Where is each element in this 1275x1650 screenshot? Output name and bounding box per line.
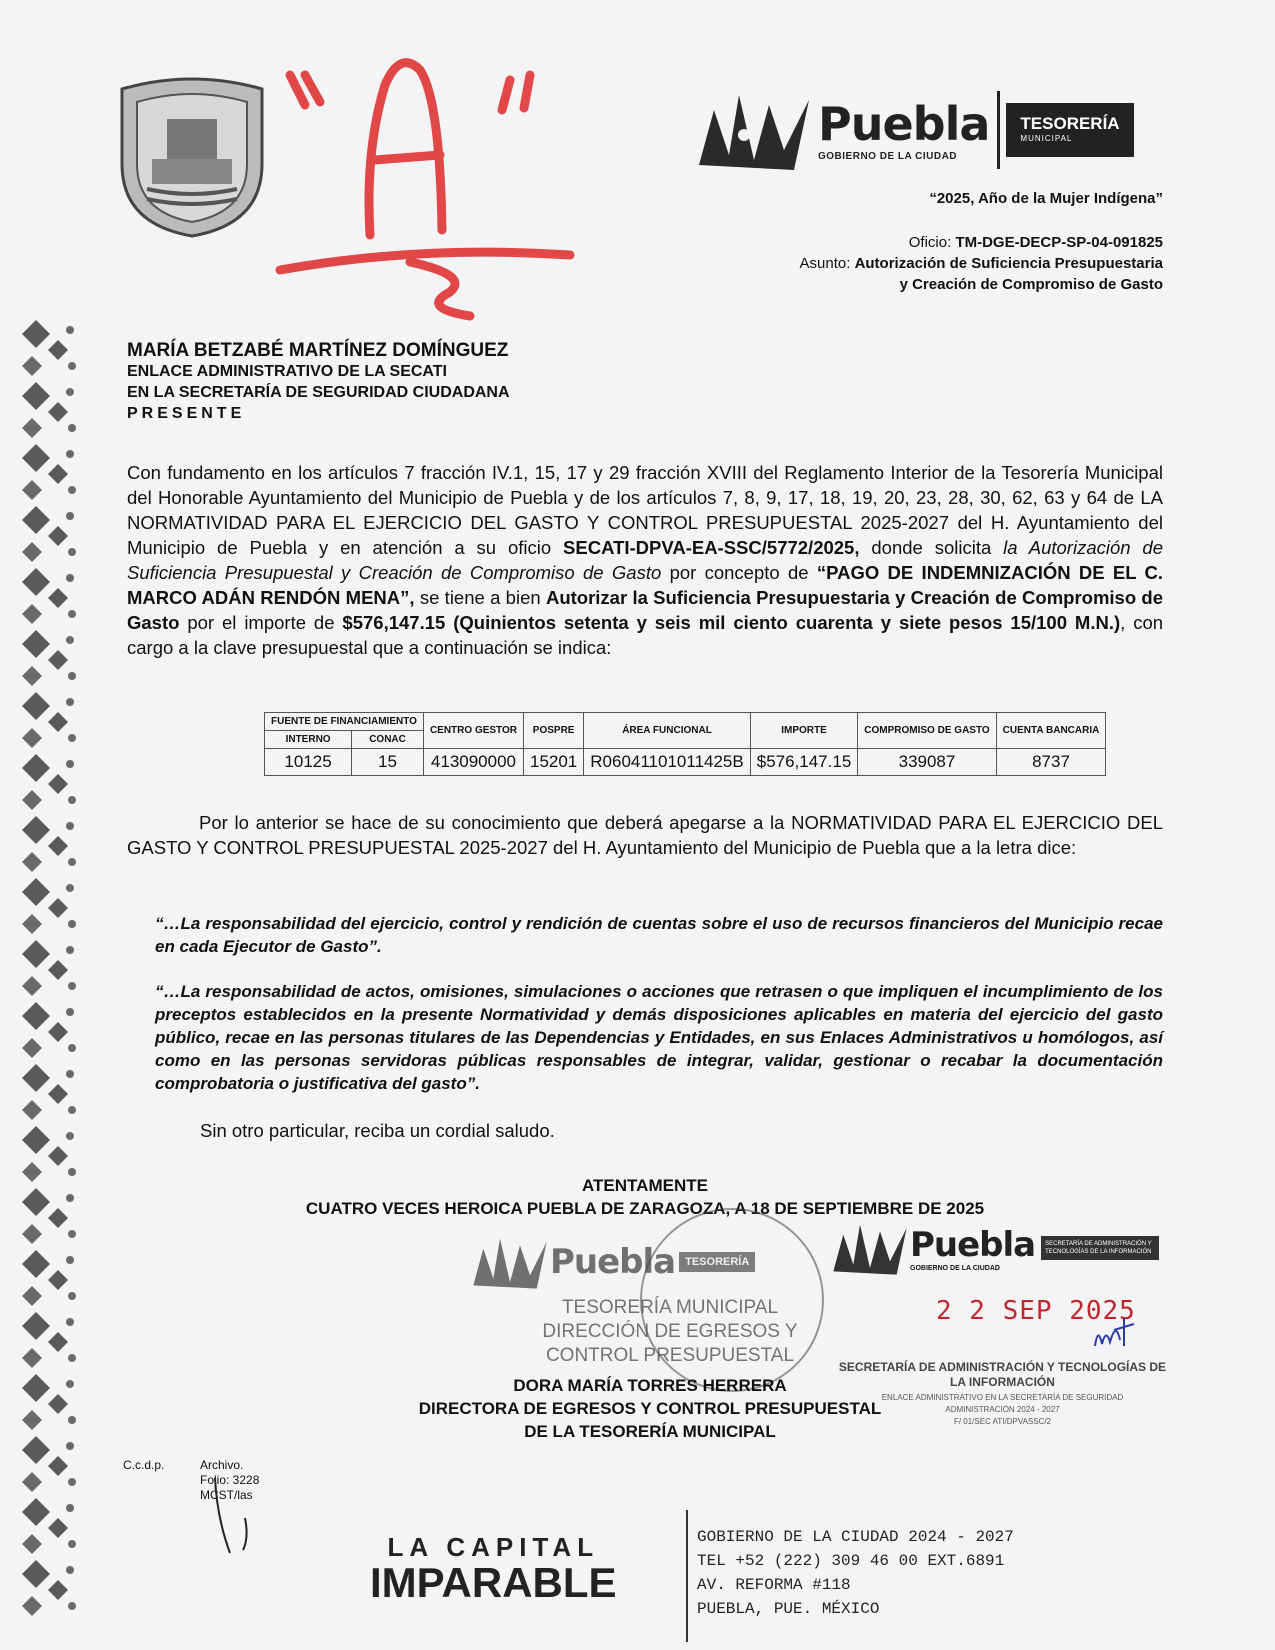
tesoreria-label: TESORERÍA: [1020, 113, 1120, 133]
initials-label: MCST/las: [200, 1488, 253, 1502]
footer-addr-3: AV. REFORMA #118: [697, 1576, 851, 1594]
stamp-tesoreria-label: TESORERÍA: [679, 1252, 755, 1272]
asunto-line2: y Creación de Compromiso de Gasto: [899, 276, 1163, 293]
pen-stroke-mark: [205, 1478, 265, 1558]
asunto-label: Asunto:: [799, 255, 851, 272]
gobierno-label: GOBIERNO DE LA CIUDAD: [818, 151, 958, 162]
cell-pospre: 15201: [523, 749, 583, 776]
slogan-line-1: LA CAPITAL: [387, 1532, 600, 1562]
th-area: ÁREA FUNCIONAL: [584, 713, 750, 749]
th-compromiso: COMPROMISO DE GASTO: [858, 713, 996, 749]
signer-block: [380, 1374, 920, 1443]
atentamente-label: ATENTAMENTE: [582, 1176, 708, 1195]
puebla-tesoreria-logo: [694, 82, 1164, 177]
th-pospre: POSPRE: [523, 713, 583, 749]
footer-addr-1: GOBIERNO DE LA CIUDAD 2024 - 2027: [697, 1528, 1014, 1546]
year-motto: “2025, Año de la Mujer Indígena”: [929, 190, 1163, 207]
ref-small: F/ 01/SEC ATI/DPVASSC/2: [953, 1417, 1052, 1426]
cell-interno: 10125: [265, 749, 352, 776]
stamp-line-1: TESORERÍA MUNICIPAL: [561, 1297, 779, 1318]
th-conac: CONAC: [352, 731, 424, 749]
th-interno: INTERNO: [265, 731, 352, 749]
p1-italic-request: la Autorización de Suficiencia Presupuestal y Creación de Compromiso de Gasto: [127, 537, 1164, 583]
p1-text-a: Con fundamento en los artículos 7 fracción IV.1, 15, 17 y 29 fracción XVIII del Reglamento Interior de la Tesorería Municipal del Honorable Ayuntamiento del Municipio de Puebla y de los artículos 7, 8, 9, 17, 18, 19, 20, 23, 28, 30, 62, 63 y 64 de LA NORMATIVIDAD PARA EL EJERCICIO DEL GASTO Y CONTROL PRESUPUESTAL 2025-2027 del H. Ayuntamiento del Municipio de Puebla y en atención a su oficio: [127, 462, 1163, 558]
slogan-line-2: IMPARABLE: [370, 1559, 617, 1606]
tesoreria-box: [1006, 103, 1133, 157]
quote-2: “…La responsabilidad de actos, omisiones, simulaciones o acciones que retrasen o que impliquen el incumplimiento de los preceptos establecidos en la presente Normatividad y demás disposiciones aplicables en materia del ejercicio del gasto público, recae en las personas titulares de las Dependencias y Entidades, en sus Enlaces Administrativos u homólogos, así como en las personas servidoras públicas responsables de integrar, validar, gestionar o recabar la documentación comprobatoria o justificativa del gasto”.: [155, 982, 1163, 1093]
secretaria-stamp-title: SECRETARÍA DE ADMINISTRACIÓN Y TECNOLOGÍAS DE LA INFORMACIÓN: [838, 1360, 1167, 1389]
oficio-number: TM-DGE-DECP-SP-04-091825: [955, 234, 1163, 251]
p1-concepto: “PAGO DE INDEMNIZACIÓN DE EL C. MARCO ADÁN RENDÓN MENA”,: [127, 562, 1164, 608]
p1-text-f: , con cargo a la clave presupuestal que a continuación se indica:: [127, 612, 1164, 658]
archivo-label: Archivo.: [200, 1458, 244, 1472]
puebla-wordmark: Puebla: [818, 97, 990, 151]
enlace-small: ENLACE ADMINISTRATIVO EN LA SECRETARÍA DE SEGURIDAD: [881, 1393, 1124, 1402]
place-date: CUATRO VECES HEROICA PUEBLA DE ZARAGOZA, A 18 DE SEPTIEMBRE DE 2025: [305, 1199, 985, 1218]
slogan-block: [370, 1532, 617, 1606]
ccdp-label: C.c.d.p.: [123, 1458, 165, 1472]
body-paragraph-2: Por lo anterior se hace de su conocimiento que deberá apegarse a la NORMATIVIDAD PARA EL EJERCICIO DEL GASTO Y CONTROL PRESUPUESTAL 2025-2027 del H. Ayuntamiento del Municipio de Puebla que a la letra dice:: [127, 812, 1163, 858]
signer-title-1: DIRECTORA DE EGRESOS Y CONTROL PRESUPUESTAL: [418, 1399, 882, 1418]
body-paragraph-1: [127, 460, 1163, 660]
signer-name: DORA MARÍA TORRES HERRERA: [513, 1376, 787, 1395]
p1-importe: $576,147.15 (Quinientos setenta y seis mil ciento cuarenta y siete pesos 15/100 M.N.): [342, 612, 1121, 633]
atentamente-block: [127, 1174, 1163, 1220]
secretaria-logo: [830, 1218, 1159, 1278]
red-handwritten-mark: [270, 30, 610, 350]
p1-autorizar: Autorizar la Suficiencia Presupuestaria y Creación de Compromiso de Gasto: [127, 587, 1164, 633]
p1-text-c: por concepto de: [669, 562, 809, 583]
p1-text-d: se tiene a bien: [419, 587, 541, 608]
closing-line: Sin otro particular, reciba un cordial saludo.: [200, 1120, 555, 1141]
stamp-puebla-wordmark: Puebla: [550, 1242, 676, 1282]
tesoreria-stamp-text: [520, 1296, 820, 1368]
budget-table: [264, 712, 1106, 776]
sec-logo-sub: SECRETARÍA DE ADMINISTRACIÓN Y TECNOLOGÍAS DE LA INFORMACIÓN: [1041, 1236, 1159, 1260]
footer-divider: [686, 1510, 688, 1642]
p1-oficio-ref: SECATI-DPVA-EA-SSC/5772/2025,: [563, 537, 860, 558]
cell-area: R06041101011425B: [584, 749, 750, 776]
oficio-label: Oficio:: [908, 234, 952, 251]
received-date-stamp: 2 2 SEP 2025: [936, 1296, 1136, 1326]
cell-conac: 15: [352, 749, 424, 776]
th-centro: CENTRO GESTOR: [423, 713, 523, 749]
th-importe: IMPORTE: [750, 713, 858, 749]
th-cuenta: CUENTA BANCARIA: [996, 713, 1106, 749]
admin-small: ADMINISTRACIÓN 2024 - 2027: [945, 1405, 1060, 1414]
addressee-line2: EN LA SECRETARÍA DE SEGURIDAD CIUDADANA: [127, 384, 510, 401]
footer-addr-4: PUEBLA, PUE. MÉXICO: [697, 1600, 880, 1618]
presente-label: PRESENTE: [127, 405, 246, 422]
sec-gobierno-label: GOBIERNO DE LA CIUDAD: [910, 1264, 1000, 1272]
decorative-border: [22, 320, 82, 1650]
quote-1: “…La responsabilidad del ejercicio, control y rendición de cuentas sobre el uso de recursos financieros del Municipio recae en cada Ejecutor de Gasto”.: [155, 914, 1163, 956]
puebla-emblem-icon: [470, 1232, 550, 1292]
puebla-emblem-icon: [830, 1218, 910, 1278]
cell-centro: 413090000: [423, 749, 523, 776]
signer-title-2: DE LA TESORERÍA MUNICIPAL: [524, 1422, 776, 1441]
stamp-puebla-tesoreria-logo: [470, 1232, 755, 1292]
stamp-line-2: DIRECCIÓN DE EGRESOS Y: [542, 1321, 798, 1342]
stamp-line-3: CONTROL PRESUPUESTAL: [545, 1345, 795, 1366]
footer-address: [697, 1525, 1014, 1621]
folio-label: Folio: 3228: [200, 1473, 260, 1487]
table-header-row: [265, 713, 1106, 731]
p1-text-e: por el importe de: [187, 612, 335, 633]
municipal-label: MUNICIPAL: [1020, 133, 1073, 143]
cell-importe: $576,147.15: [750, 749, 858, 776]
city-seal-icon: [112, 74, 272, 239]
p1-text-b: donde solicita: [871, 537, 992, 558]
table-row: [265, 749, 1106, 776]
addressee-line1: ENLACE ADMINISTRATIVO DE LA SECATI: [127, 363, 447, 380]
th-fuente: FUENTE DE FINANCIAMIENTO: [265, 713, 424, 731]
sec-puebla-wordmark: Puebla: [910, 1224, 1036, 1265]
footer-addr-2: TEL +52 (222) 309 46 00 EXT.6891: [697, 1552, 1005, 1570]
initials-signature-icon: [1090, 1316, 1140, 1356]
cell-compromiso: 339087: [858, 749, 996, 776]
asunto-line1: Autorización de Suficiencia Presupuestaria: [854, 255, 1163, 272]
addressee-name: MARÍA BETZABÉ MARTÍNEZ DOMÍNGUEZ: [127, 340, 509, 361]
puebla-emblem-icon: [694, 85, 814, 175]
cell-cuenta: 8737: [996, 749, 1106, 776]
oficio-block: [800, 232, 1163, 295]
addressee-block: [127, 340, 510, 424]
